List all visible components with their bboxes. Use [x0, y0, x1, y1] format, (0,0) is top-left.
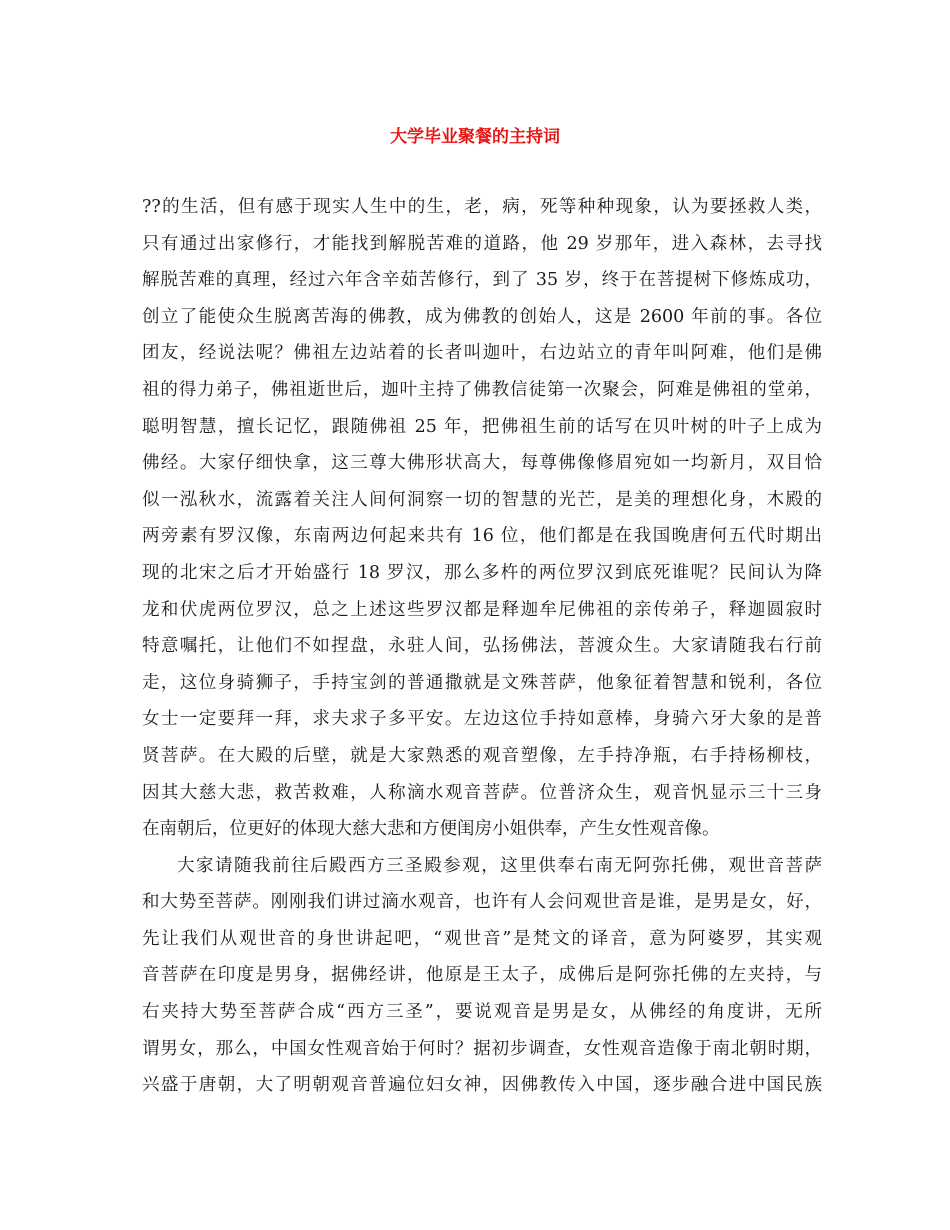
text-line: 大家请随我前往后殿西方三圣殿参观，这里供奉右南无阿弥托佛，观世音菩萨: [177, 855, 822, 876]
paragraph: [142, 189, 822, 848]
text-line: 特意嘱托，让他们不如捏盘，永驻人间，弘扬佛法，菩渡众生。大家请随我右行前: [142, 636, 822, 657]
text-line: 女士一定要拜一拜，求夫求子多平安。左边这位手持如意棒，身骑六牙大象的是普: [142, 709, 822, 730]
text-line: 音菩萨在印度是男身，据佛经讲，他原是王太子，成佛后是阿弥托佛的左夹持，与: [142, 965, 822, 986]
text-line: 和大势至菩萨。刚刚我们讲过滴水观音，也许有人会问观世音是谁，是男是女，好，: [142, 892, 822, 913]
text-line: 龙和伏虎两位罗汉，总之上述这些罗汉都是释迦牟尼佛祖的亲传弟子，释迦圆寂时: [142, 599, 822, 620]
text-line: 右夹持大势至菩萨合成“西方三圣”，要说观音是男是女，从佛经的角度讲，无所: [142, 1002, 822, 1023]
text-line: 聪明智慧，擅长记忆，跟随佛祖 25 年，把佛祖生前的话写在贝叶树的叶子上成为: [142, 416, 822, 437]
text-line: 祖的得力弟子，佛祖逝世后，迦叶主持了佛教信徒第一次聚会，阿难是佛祖的堂弟，: [142, 379, 822, 400]
text-line: 只有通过出家修行，才能找到解脱苦难的道路，他 29 岁那年，进入森林，去寻找: [142, 233, 822, 254]
text-line: 解脱苦难的真理，经过六年含辛茹苦修行，到了 35 岁，终于在菩提树下修炼成功，: [142, 270, 822, 291]
text-line: 先让我们从观世音的身世讲起吧，“观世音”是梵文的译音，意为阿婆罗，其实观: [142, 928, 822, 949]
text-line: 谓男女，那么，中国女性观音始于何时？据初步调查，女性观音造像于南北朝时期，: [142, 1038, 822, 1059]
text-line: 贤菩萨。在大殿的后壁，就是大家熟悉的观音塑像，左手持净瓶，右手持杨柳枝，: [142, 745, 822, 766]
paragraph: [142, 848, 822, 1104]
text-line: 团友，经说法呢？佛祖左边站着的长者叫迦叶，右边站立的青年叫阿难，他们是佛: [142, 343, 822, 364]
text-line: 现的北宋之后才开始盛行 18 罗汉，那么多杵的两位罗汉到底死谁呢？民间认为降: [142, 562, 822, 583]
text-line: 兴盛于唐朝，大了明朝观音普遍位妇女神，因佛教传入中国，逐步融合进中国民族: [142, 1075, 822, 1096]
text-line: 似一泓秋水，流露着关注人间何洞察一切的智慧的光芒，是美的理想化身，木殿的: [142, 489, 822, 510]
text-line: 因其大慈大悲，救苦救难，人称滴水观音菩萨。位普济众生，观音忛显示三十三身: [142, 782, 822, 803]
text-line: 佛经。大家仔细快拿，这三尊大佛形状高大，每尊佛像修眉宛如一均新月，双目恰: [142, 453, 822, 474]
text-line: 创立了能使众生脱离苦海的佛教，成为佛教的创始人，这是 2600 年前的事。各位: [142, 306, 822, 327]
document-title: 大学毕业聚餐的主持词: [390, 127, 560, 147]
text-line: 两旁素有罗汉像，东南两边何起来共有 16 位，他们都是在我国晚唐何五代时期出: [142, 526, 822, 547]
text-line: 走，这位身骑狮子，手持宝剑的普通撒就是文殊菩萨，他象征着智慧和锐利，各位: [142, 672, 822, 693]
text-line: ??的生活，但有感于现实人生中的生，老，病，死等种种现象，认为要拯救人类，: [142, 197, 822, 217]
document-body: [142, 189, 822, 1104]
text-line: 在南朝后，位更好的体现大慈大悲和方便闺房小姐供奉，产生女性观音像。: [142, 819, 720, 840]
